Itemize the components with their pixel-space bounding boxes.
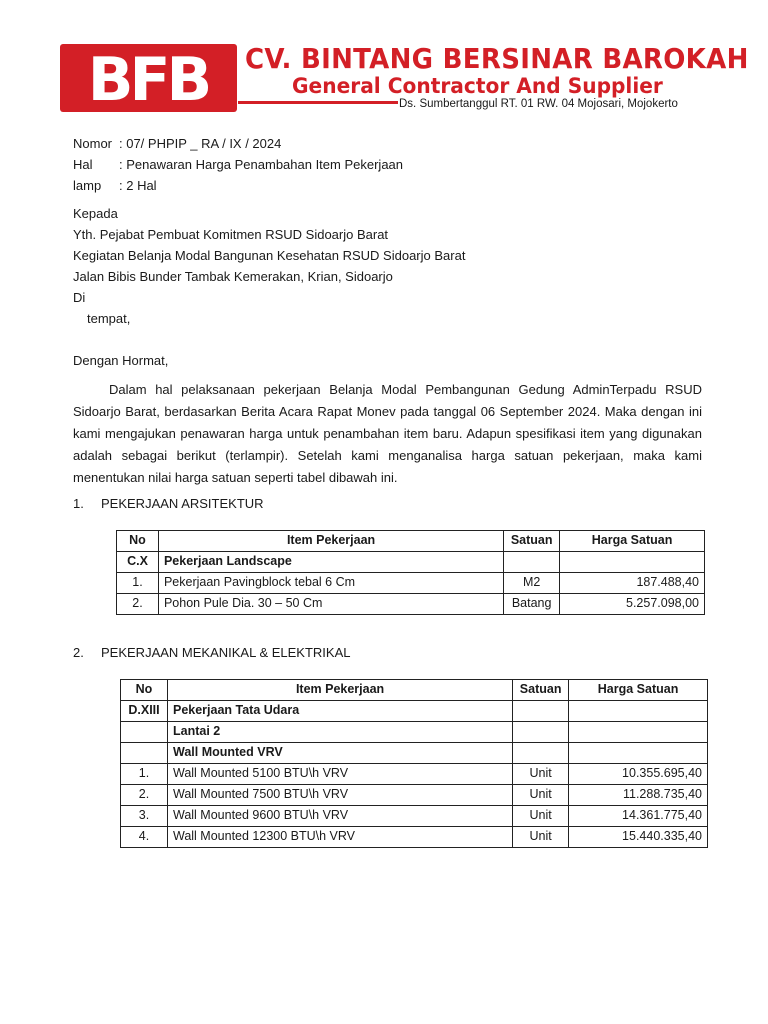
col-no-header: No [117, 531, 159, 552]
col-price-header: Harga Satuan [560, 531, 705, 552]
recipient-line: Kegiatan Belanja Modal Bangunan Kesehatan RSUD Sidoarjo Barat [73, 248, 466, 263]
company-address: Ds. Sumbertanggul RT. 01 RW. 04 Mojosari, Mojokerto [399, 98, 678, 110]
row-unit: Unit [513, 785, 569, 806]
section1-number: 1. [73, 496, 84, 511]
col-item-header: Item Pekerjaan [158, 531, 503, 552]
row-item: Wall Mounted 5100 BTU\h VRV [167, 764, 512, 785]
row-price: 10.355.695,40 [569, 764, 708, 785]
lamp-label: lamp [73, 178, 102, 193]
greeting: Dengan Hormat, [73, 353, 169, 368]
table-mekanikal [120, 679, 708, 848]
row-item: Pekerjaan Pavingblock tebal 6 Cm [158, 573, 503, 594]
letterhead [60, 40, 749, 120]
lamp-value: : 2 Hal [119, 178, 157, 193]
row-unit: Unit [513, 827, 569, 848]
section2-title: PEKERJAAN MEKANIKAL & ELEKTRIKAL [101, 645, 351, 660]
group-code: C.X [117, 552, 159, 573]
row-no: 1. [121, 764, 168, 785]
company-name: CV. BINTANG BERSINAR BAROKAH [245, 42, 749, 75]
meta-hal [73, 154, 403, 175]
row-unit: Batang [504, 594, 560, 615]
row-item: Wall Mounted 9600 BTU\h VRV [167, 806, 512, 827]
row-item: Pohon Pule Dia. 30 – 50 Cm [158, 594, 503, 615]
col-unit-header: Satuan [504, 531, 560, 552]
row-price: 11.288.735,40 [569, 785, 708, 806]
hal-label: Hal [73, 157, 93, 172]
row-price: 14.361.775,40 [569, 806, 708, 827]
row-unit: M2 [504, 573, 560, 594]
table-row [117, 594, 705, 615]
subgroup-title: Lantai 2 [167, 722, 512, 743]
meta-nomor [73, 133, 403, 154]
row-unit: Unit [513, 806, 569, 827]
table-row [117, 573, 705, 594]
recipient-line: Jalan Bibis Bunder Tambak Kemerakan, Krian, Sidoarjo [73, 269, 393, 284]
body-paragraph: Dalam hal pelaksanaan pekerjaan Belanja Modal Pembangunan Gedung AdminTerpadu RSUD Sidoarjo Barat, berdasarkan Berita Acara Rapat Monev pada tanggal 06 September 2024. Maka dengan ini kami mengajukan penawaran harga untuk penambahan item baru. Adapun spesifikasi item yang digunakan adalah sebagai berikut (terlampir). Setelah kami menganalisa harga satuan pekerjaan, maka kami menentukan nilai harga satuan seperti tabel dibawah ini. [73, 382, 702, 485]
company-logo [60, 44, 237, 112]
table-header-row [117, 531, 705, 552]
subgroup-title: Wall Mounted VRV [167, 743, 512, 764]
nomor-label: Nomor [73, 136, 113, 151]
section2-heading [73, 643, 351, 663]
row-no: 1. [117, 573, 159, 594]
group-code: D.XIII [121, 701, 168, 722]
meta-lamp [73, 175, 403, 196]
group-title: Pekerjaan Landscape [158, 552, 503, 573]
group-title: Pekerjaan Tata Udara [167, 701, 512, 722]
recipient-line: Yth. Pejabat Pembuat Komitmen RSUD Sidoarjo Barat [73, 227, 389, 242]
logo-text: BFB [87, 45, 209, 112]
table-header-row [121, 680, 708, 701]
row-unit: Unit [513, 764, 569, 785]
row-price: 187.488,40 [560, 573, 705, 594]
row-no: 3. [121, 806, 168, 827]
company-tagline: General Contractor And Supplier [292, 74, 663, 98]
row-price: 15.440.335,40 [569, 827, 708, 848]
table-arsitektur [116, 530, 705, 615]
recipient-line: Di [73, 290, 86, 305]
table-row [121, 785, 708, 806]
row-item: Wall Mounted 7500 BTU\h VRV [167, 785, 512, 806]
nomor-value: : 07/ PHPIP _ RA / IX / 2024 [119, 136, 282, 151]
row-no: 4. [121, 827, 168, 848]
row-no: 2. [121, 785, 168, 806]
table-row [121, 827, 708, 848]
hal-value: : Penawaran Harga Penambahan Item Pekerjaan [119, 157, 404, 172]
letter-meta [73, 133, 403, 196]
group-row [121, 701, 708, 722]
group-row [117, 552, 705, 573]
table-row [121, 806, 708, 827]
recipient-block [73, 203, 465, 329]
subgroup-row [121, 743, 708, 764]
recipient-line: Kepada [73, 206, 118, 221]
recipient-place: tempat, [87, 311, 131, 326]
row-no: 2. [117, 594, 159, 615]
subgroup-row [121, 722, 708, 743]
section2-number: 2. [73, 645, 84, 660]
row-price: 5.257.098,00 [560, 594, 705, 615]
section1-title: PEKERJAAN ARSITEKTUR [101, 496, 264, 511]
col-item-header: Item Pekerjaan [167, 680, 512, 701]
col-no-header: No [121, 680, 168, 701]
row-item: Wall Mounted 12300 BTU\h VRV [167, 827, 512, 848]
section1-heading [73, 494, 264, 514]
letterhead-rule [238, 101, 398, 104]
col-price-header: Harga Satuan [569, 680, 708, 701]
table-row [121, 764, 708, 785]
col-unit-header: Satuan [513, 680, 569, 701]
